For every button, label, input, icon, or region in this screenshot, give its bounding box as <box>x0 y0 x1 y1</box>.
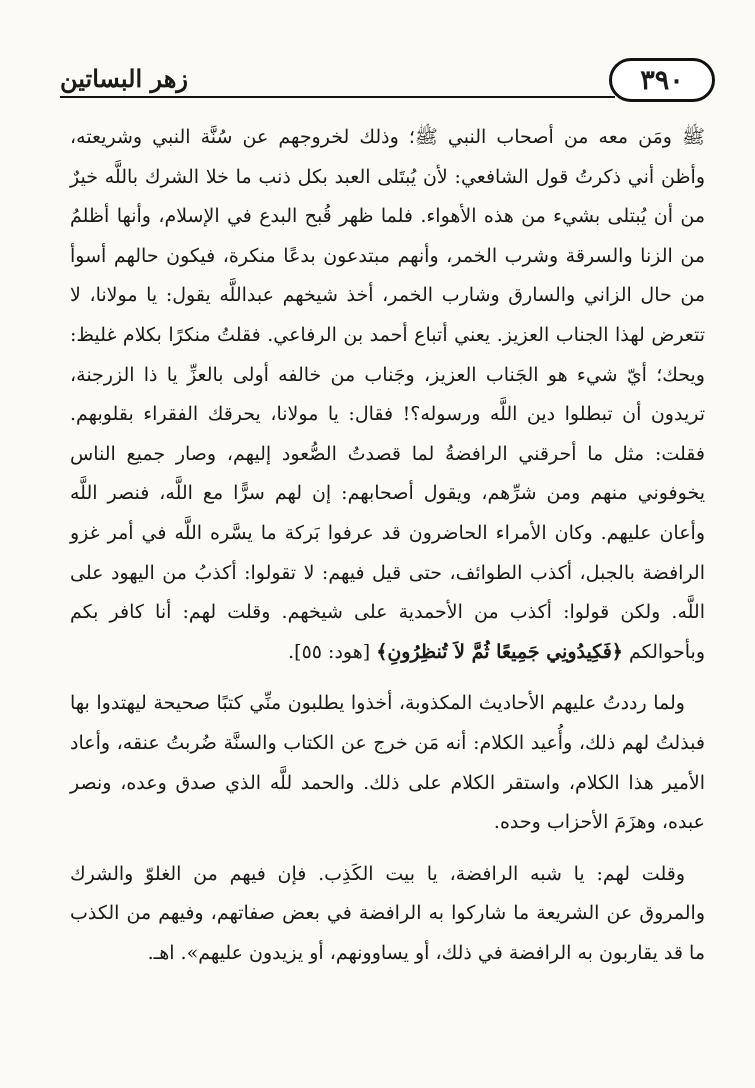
header-rule <box>60 96 615 98</box>
page-body <box>70 118 705 973</box>
page-number: ٣٩٠ <box>609 58 715 102</box>
paragraph-1 <box>70 118 705 672</box>
paragraph-1-text: ﷺ ومَن معه من أصحاب النبي ﷺ؛ وذلك لخروجهم عن سُنَّة النبي وشريعته، وأظن أني ذكرتُ قول الشافعي: لأن يُبتَلى العبد بكل ذنب ما خلا الشرك باللَّه خيرٌ من أن يُبتلى بشيء من هذه الأهواء. فلما ظهر قُبح البدع في الإسلام، وأنها أظلمُ من الزنا والسرقة وشرب الخمر، وأنهم مبتدعون بدعًا منكرة، فيكون حالهم أسوأ من حال الزاني والسارق وشارب الخمر، أخذ شيخهم عبداللَّه يقول: يا مولانا، لا تتعرض لهذا الجناب العزيز. يعني أتباع أحمد بن الرفاعي. فقلتُ منكرًا بكلام غليظ: ويحك؛ أيّ شيء هو الجَناب العزيز، وجَناب من خالفه أولى بالعزِّ يا ذا الزرجنة، تريدون أن تبطلوا دين اللَّه ورسوله؟! فقال: يا مولانا، يحرقك الفقراء بقلوبهم. فقلت: مثل ما أحرقني الرافضةُ لما قصدتُ الصُّعود إليهم، وصار جميع الناس يخوفوني منهم ومن شرِّهم، ويقول أصحابهم: إن لهم سرًّا مع اللَّه، فنصر اللَّه وأعان عليهم. وكان الأمراء الحاضرون قد عرفوا بَركة ما يسَّره اللَّه في أمر غزو الرافضة بالجبل، أكذب الطوائف، حتى قيل فيهم: لا تقولوا: أكذبُ من اليهود على اللَّه. ولكن قولوا: أكذب من الأحمدية على شيخهم. وقلت لهم: أنا كافر بكم وبأحوالكم <box>70 126 705 663</box>
page-header <box>60 58 715 102</box>
verse-reference: [هود: ٥٥]. <box>288 640 377 663</box>
paragraph-3: وقلت لهم: يا شبه الرافضة، يا بيت الكَذِب. فإن فيهم من الغلوّ والشرك والمروق عن الشريعة ما شاركوا به الرافضة في بعض صفاتهم، وفيهم من الكذب ما قد يقاربون به الرافضة في ذلك، أو يساوونهم، أو يزيدون عليهم». اهـ. <box>70 862 705 964</box>
paragraph-2: ولما رددتُ عليهم الأحاديث المكذوبة، أخذوا يطلبون منِّي كتبًا صحيحة ليهتدوا بها فبذلتُ لهم ذلك، وأُعيد الكلام: أنه مَن خرج عن الكتاب والسنَّة ضُربتُ عنقه، وأعاد الأمير هذا الكلام، واستقر الكلام على ذلك. والحمد للَّه الذي صدق وعده، ونصر عبده، وهزَمَ الأحزاب وحده. <box>70 692 705 834</box>
quran-verse: ﴿فَكِيدُونِي جَمِيعًا ثُمَّ لاَ تُنظِرُونِ﴾ <box>376 640 623 663</box>
book-title: زهر البساتين <box>60 64 188 93</box>
